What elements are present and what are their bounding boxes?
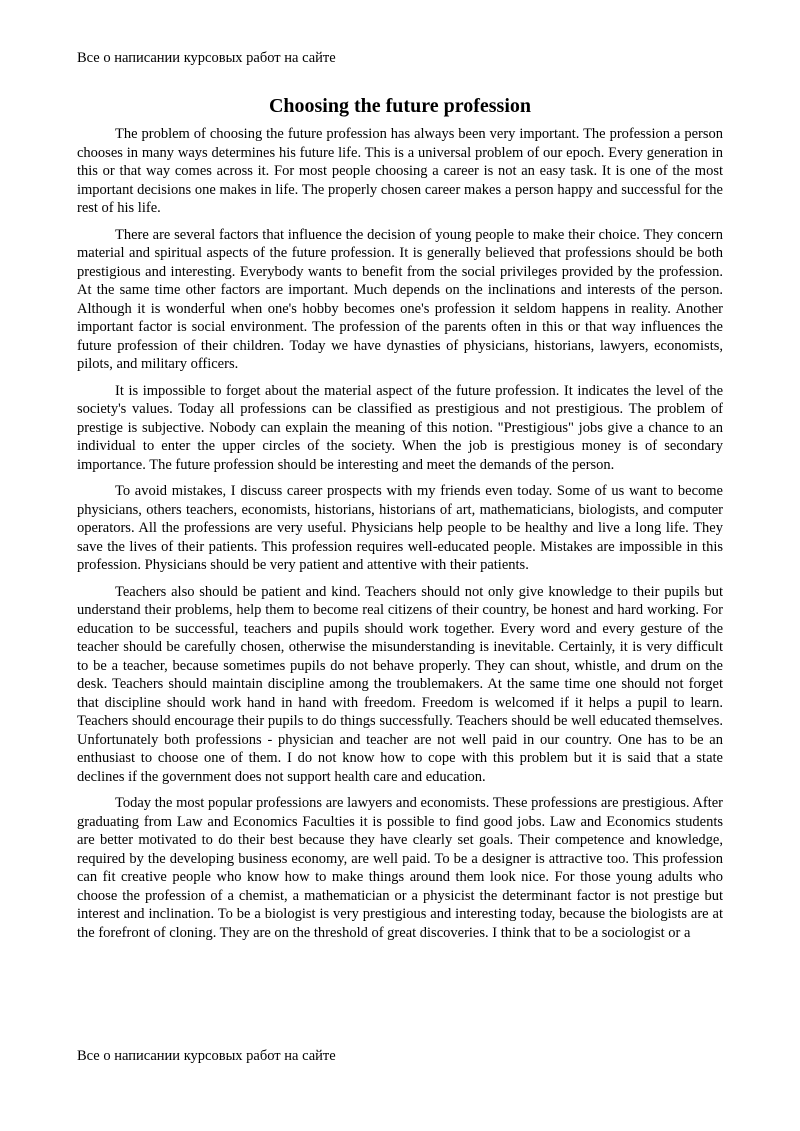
- paragraph: To avoid mistakes, I discuss career prospects with my friends even today. Some of us want to become physicians, others teachers, economists, historians, historians of art, mathematicians, biologists, and computer operators. All the professions are very useful. Physicians help people to be healthy and live a long life. They save the lives of their patients. This profession requires well-educated people. Mistakes are impossible in this profession. Physicians should be very patient and attentive with their patients.: [77, 483, 723, 573]
- document-body: [77, 125, 723, 1043]
- document-title: Choosing the future profession: [268, 95, 532, 117]
- paragraph: The problem of choosing the future profession has always been very important. The profession a person chooses in many ways determines his future life. This is a universal problem of our epoch. Every generation in this or that way comes across it. For most people choosing a career is not an easy task. It is one of the most important decisions one makes in life. The properly chosen career makes a person happy and successful for the rest of his life.: [77, 126, 723, 216]
- page-header-note: Все о написании курсовых работ на сайте: [77, 50, 336, 66]
- paragraph: It is impossible to forget about the material aspect of the future profession. It indicates the level of the society's values. Today all professions can be classified as prestigious and not prestigious. The problem of prestige is subjective. Nobody can explain the meaning of this notion. "Prestigious" jobs give a chance to an individual to enter the upper circles of the society. When the job is prestigious money is of secondary importance. The future profession should be interesting and meet the demands of the person.: [77, 382, 723, 473]
- paragraph: Today the most popular professions are lawyers and economists. These professions are prestigious. After graduating from Law and Economics Faculties it is possible to find good jobs. Law and Economics students are better motivated to do their best because they have clearly set goals. Their competence and knowledge, required by the developing business economy, are well paid. To be a designer is attractive too. This profession can fit creative people who know how to make things around them look nice. For those young adults who choose the profession of a chemist, a mathematician or a physicist the determinant factor is not prestige but interest and inclination. To be a biologist is very prestigious and interesting today, because the biologists are at the forefront of cloning. They are on the threshold of great discoveries. I think that to be a sociologist or a: [77, 795, 723, 941]
- paragraph: There are several factors that influence the decision of young people to make their choice. They concern material and spiritual aspects of the future profession. It is generally believed that professions should be both prestigious and interesting. Everybody wants to benefit from the social privileges provided by the profession. At the same time other factors are important. Much depends on the inclinations and interests of the person. Although it is wonderful when one's hobby becomes one's profession it seldom happens in reality. Another important factor is social environment. The profession of the parents often in this or that way influences the future profession of their children. Today we have dynasties of physicians, historians, lawyers, economists, pilots, and military officers.: [77, 226, 723, 372]
- page-footer-note: Все о написании курсовых работ на сайте: [77, 1048, 336, 1064]
- paragraph: Teachers also should be patient and kind. Teachers should not only give knowledge to their pupils but understand their problems, help them to become real citizens of their country, be honest and hard working. For education to be successful, teachers and pupils should work together. Every word and every gesture of the teacher should be carefully chosen, otherwise the misunderstanding is inevitable. Certainly, it is very difficult to be a teacher, because sometimes pupils do not behave properly. They can shout, whistle, and drum on the desk. Teachers should maintain discipline among the troublemakers. At the same time one should not forget that discipline should work hand in hand with freedom. Freedom is welcomed if it helps a pupil to learn. Teachers should encourage their pupils to do things successfully. Teachers should be well educated themselves. Unfortunately both professions - physician and teacher are not well paid in our country. One has to be an enthusiast to choose one of them. I do not know how to cope with this problem but it is said that a state declines if the government does not support health care and education.: [77, 583, 723, 785]
